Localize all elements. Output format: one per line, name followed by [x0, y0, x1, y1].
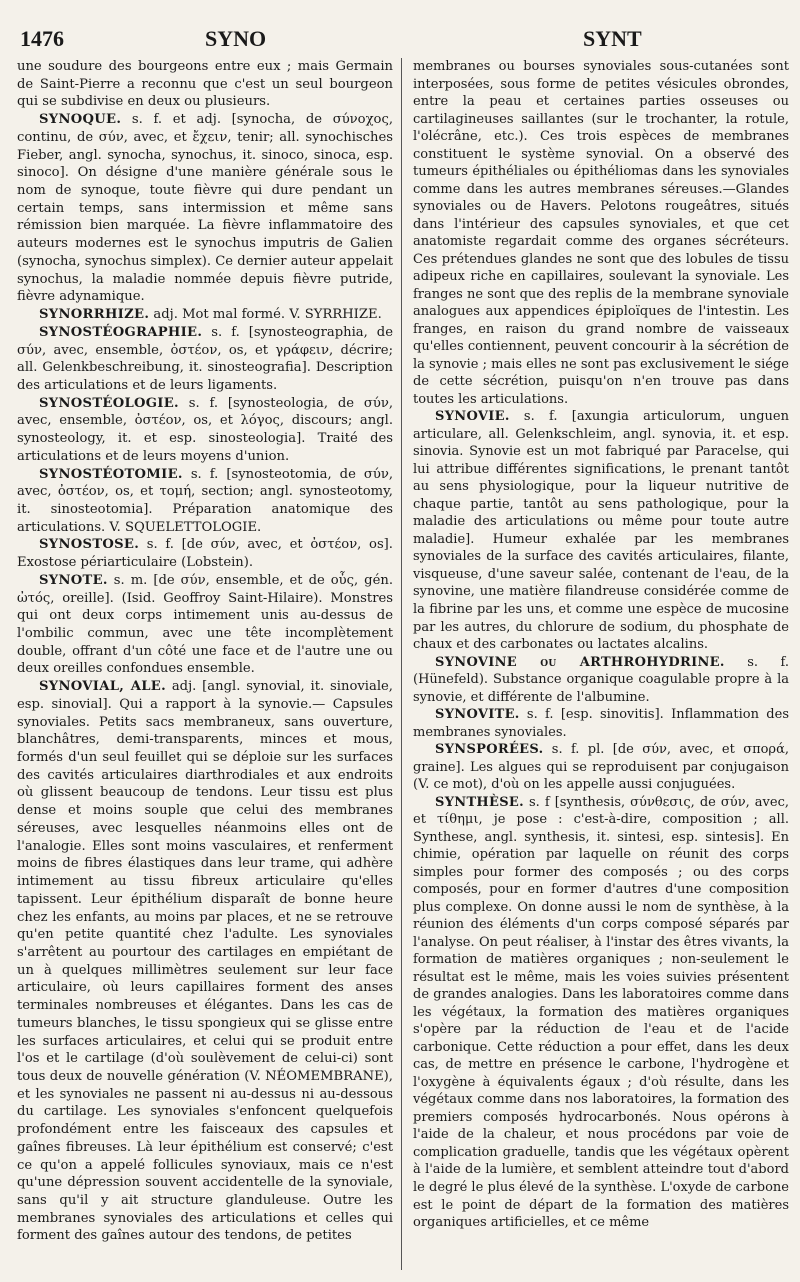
- right-running-head: SYNT: [583, 26, 642, 51]
- entry-text: s. f. pl. [de σύν, avec, et σπορά, graine]. Les algues qui se reproduisent par conjugaison (V. ce mot), d'où on les appelle aussi conjuguées.: [413, 742, 789, 793]
- entry-headword: SYNORRHIZE.: [39, 307, 150, 323]
- dictionary-entry: [413, 741, 789, 794]
- entry-headword: SYNOSTÉOGRAPHIE.: [39, 324, 203, 340]
- entry-text: s. f [synthesis, σύνθεσις, de σύν, avec, et τίθημι, je pose : c'est-à-dire, composition ; all. Synthese, angl. synthesis, it. sintesi, esp. sintesis]. En chimie, opération par laquelle on réunit des corps simples pour former des composés ; ou des corps composés, pour en former d'autres d'une composition plus complexe. On donne aussi le nom de synthèse, à la réunion des éléments d'un corps composé séparés par l'analyse. On peut réaliser, à l'instar des êtres vivants, la formation de matières organiques ; non-seulement le résultat est le même, mais les voies suivies présentent de grandes analogies. Dans les laboratoires comme dans les végétaux, la formation des matières organiques s'opère par la réduction de l'eau et de l'acide carbonique. Cette réduction a pour effet, dans les deux cas, de mettre en présence le carbone, l'hydrogène et l'oxygène à équivalents égaux ; d'où résulte, dans les végétaux comme dans nos laboratoires, la formation des premiers composés hydrocarbonés. Nous opérons à l'aide de la chaleur, et nous procédons par voie de complication graduelle, tandis que les végétaux opèrent à l'aide de la lumière, et semblent atteindre tout d'abord le degré le plus élevé de la synthèse. L'oxyde de carbone est le point de départ de la formation des matières organiques artificielles, et ce même: [413, 794, 789, 1231]
- entry-headword: SYNOTE.: [39, 572, 108, 588]
- entry-headword: SYNOSTOSE.: [39, 537, 140, 553]
- entry-headword: SYNOSTÉOTOMIE.: [39, 466, 183, 482]
- entry-text: s. f. et adj. [synocha, de σύνοχος, continu, de σύν, avec, et ἔχειν, tenir; all. synochisches Fieber, angl. synocha, synochus, it. sinoco, sinoca, esp. sinoco]. On désigne d'une manière générale sous le nom de synoque, toute fièvre qui dure pendant un certain temps, sans intermission et même sans rémission bien marquée. La fièvre inflammatoire des auteurs modernes est le synochus imputris de Galien (synocha, synochus simplex). Ce dernier auteur appelait synochus, la maladie nommée depuis fièvre putride, fièvre adynamique.: [17, 112, 393, 305]
- entry-headword: SYNOQUE.: [39, 112, 122, 128]
- entry-headword: SYNOVINE ou ARTHROHYDRINE.: [435, 654, 725, 670]
- entry-headword: SYNOVIE.: [435, 409, 510, 425]
- column-divider: [401, 58, 402, 1270]
- entry-text: adj. Mot mal formé. V. SYRRHIZE.: [149, 307, 382, 323]
- dictionary-entry: [17, 572, 393, 678]
- entry-text: s. f. [de σύν, avec, et ὀστέον, os]. Exostose périarticulaire (Lobstein).: [17, 537, 393, 571]
- dictionary-entry: [17, 678, 393, 1245]
- left-column: [17, 58, 393, 1270]
- entry-headword: SYNSPORÉES.: [435, 742, 544, 758]
- entry-text: s. f. [synosteographia, de σύν, avec, ensemble, ὀστέον, os, et γράφειν, décrire; all. Gelenkbeschreibung, it. sinosteografia]. Description des articulations et de leurs ligaments.: [17, 324, 393, 393]
- dictionary-entry: [17, 395, 393, 466]
- entry-text: s. f. [esp. sinovitis]. Inflammation des membranes synoviales.: [413, 707, 789, 740]
- dictionary-entry: [17, 536, 393, 571]
- entry-text: s. f. [synosteologia, de σύν, avec, ensemble, ὀστέον, os, et λόγος, discours; angl. synosteology, it. et esp. sinosteologia]. Traité des articulations et de leurs moyens d'union.: [17, 395, 393, 464]
- page-number: 1476: [20, 26, 64, 51]
- dictionary-entry: [413, 706, 789, 741]
- running-header: [20, 12, 790, 52]
- dictionary-entry: [413, 654, 789, 707]
- dictionary-entry: [413, 794, 789, 1232]
- entry-text: adj. [angl. synovial, it. sinoviale, esp. sinovial]. Qui a rapport à la synovie.— Capsules synoviales. Petits sacs membraneux, sans ouverture, blanchâtres, demi-transparents, minces et mous, formés d'un seul feuillet qui se déploie sur les surfaces des cavités articulaires diarthrodiales et aux endroits où glissent beaucoup de tendons. Leur tissu est plus dense et moins souple que celui des membranes séreuses, avec lesquelles néanmoins elles ont de l'analogie. Elles sont moins vasculaires, et renferment moins de fibres élastiques dans leur trame, qui adhère intimement au tissu fibreux articulaire qu'elles tapissent. Leur épithélium disparaît de bonne heure chez les enfants, au moins par places, et ne se retrouve qu'en petite quantité chez l'adulte. Les synoviales s'arrêtent au pourtour des cartilages en empiétant de un à quelques millimètres seulement sur leur face articulaire, où leurs capillaires forment des anses terminales nombreuses et élégantes. Dans les cas de tumeurs blanches, le tissu spongieux qui se glisse entre les surfaces articulaires, et celui qui se produit entre l'os et le cartilage (d'où soulèvement de celui-ci) sont tous deux de nouvelle génération (V. NÉOMEMBRANE), et les synoviales ne passent ni au-dessus ni au-dessous du cartilage. Les synoviales s'enfoncent quelquefois profondément entre les faisceaux des capsules et gaînes fibreuses. Là leur épithélium est conservé; c'est ce qu'on a appelé follicules synoviaux, mais ce n'est qu'une dépression souvent accidentelle de la synoviale, sans qu'il y ait structure glanduleuse. Outre les membranes synoviales des articulations et celles qui forment des gaînes autour des tendons, de petites: [17, 679, 393, 1244]
- entry-headword: SYNOVIAL, ALE.: [39, 679, 166, 695]
- entry-text: s. m. [de σύν, ensemble, et de οὖς, gén. ὠτός, oreille]. (Isid. Geoffroy Saint-Hilaire). Monstres qui ont deux corps intimement unis au-dessus de l'ombilic commun, avec une tête incomplètement double, offrant d'un côté une face et de l'autre une ou deux oreilles confondues ensemble.: [17, 572, 393, 677]
- continued-text: membranes ou bourses synoviales sous-cutanées sont interposées, sous forme de petites vésicules obrondes, entre la peau et certaines parties osseuses ou cartilagineuses saillantes (sur le trochanter, la rotule, l'olécrâne, etc.). Ces trois espèces de membranes constituent le système synovial. On a observé des tumeurs épithéliales ou épithéliomas dans les synoviales comme dans les autres membranes séreuses.—Glandes synoviales ou de Havers. Pelotons rougeâtres, situés dans l'intérieur des capsules synoviales, et que cet anatomiste regardait comme des organes sécréteurs. Ces prétendues glandes ne sont que des lobules de tissu adipeux riche en capillaires, soulevant la synoviale. Les franges ne sont que des replis de la membrane synoviale analogues aux appendices épiploïques de l'intestin. Les franges, en raison du grand nombre de vaisseaux qu'elles contiennent, peuvent concourir à la sécrétion de la synovie ; mais elles ne sont pas exclusivement le siége de cette sécrétion, puisqu'on n'en trouve pas dans toutes les articulations.: [413, 59, 789, 407]
- entry-headword: SYNTHÈSE.: [435, 794, 524, 810]
- dictionary-entry: [413, 408, 789, 653]
- entry-text: s. f. [synosteotomia, de σύν, avec, ὀστέον, os, et τομή, section; angl. synosteotomy, it. sinosteotomia]. Préparation anatomique des articulations. V. SQUELETTOLOGIE.: [17, 466, 393, 535]
- dictionary-entry: [17, 466, 393, 537]
- entry-headword: SYNOVITE.: [435, 707, 520, 723]
- dictionary-entry: [17, 111, 393, 306]
- entry-headword: SYNOSTÉOLOGIE.: [39, 395, 179, 411]
- entry-text: s. f. (Hünefeld). Substance organique coagulable propre à la synovie, et différente de l'albumine.: [413, 654, 789, 705]
- dictionary-entry: [17, 324, 393, 395]
- entry-text: s. f. [axungia articulorum, unguen articulare, all. Gelenkschleim, angl. synovia, it. et esp. sinovia. Synovie est un mot fabriqué par Paracelse, qui lui attribue différentes significations, le prenant tantôt au sens physiologique, pour la liqueur nutritive de chaque partie, tantôt au sens pathologique, pour la maladie des articulations ou même pour toute autre maladie]. Humeur exhalée par les membranes synoviales de la surface des cavités articulaires, filante, visqueuse, d'une saveur salée, contenant de l'eau, de la synovine, une matière filandreuse considérée comme de la fibrine par les uns, et comme une espèce de mucosine par les autres, du chlorure de sodium, du phosphate de chaux et des carbonates ou lactates alcalins.: [413, 409, 789, 653]
- dictionary-entry: [17, 306, 393, 324]
- left-running-head: SYNO: [205, 26, 267, 51]
- right-column: [413, 58, 789, 1270]
- continued-text: une soudure des bourgeons entre eux ; mais Germain de Saint-Pierre a reconnu que c'est un seul bourgeon qui se subdivise en deux ou plusieurs.: [17, 59, 393, 110]
